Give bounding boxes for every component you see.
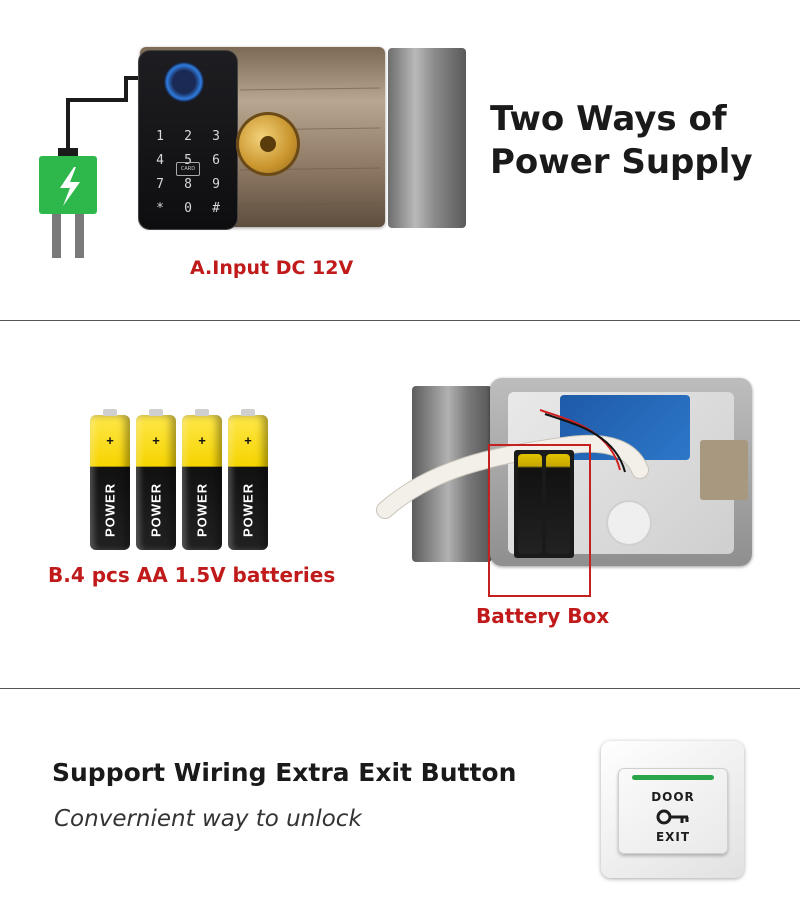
page-title: [490, 98, 790, 184]
title-line-2: Power Supply: [490, 142, 753, 182]
battery-label: POWER: [102, 482, 118, 538]
battery-plus: +: [198, 433, 206, 448]
battery-box-caption: Battery Box: [476, 604, 610, 628]
fingerprint-sensor-icon: [164, 62, 204, 102]
key-star: *: [156, 200, 164, 216]
exit-section-subtitle: Convernient way to unlock: [54, 806, 362, 832]
battery-plus: +: [244, 433, 252, 448]
plug-prong-right: [75, 214, 84, 258]
power-cable: [68, 78, 140, 148]
key-9: 9: [212, 176, 220, 192]
key-0: 0: [184, 200, 192, 216]
exit-section-title: Support Wiring Extra Exit Button: [52, 758, 517, 787]
key-6: 6: [212, 152, 220, 168]
key-4: 4: [156, 152, 164, 168]
battery-label: POWER: [148, 482, 164, 538]
battery-label: POWER: [194, 482, 210, 538]
exit-door-label: DOOR: [651, 790, 695, 804]
smart-lock-bolt: [388, 48, 466, 228]
power-plug-icon: [30, 70, 150, 265]
aa-battery: [228, 415, 268, 550]
key-5: 5: [184, 152, 192, 168]
key-slot: [260, 136, 276, 152]
key-8: 8: [184, 176, 192, 192]
latch-mechanism: [700, 440, 748, 500]
battery-box-highlight: [488, 444, 591, 597]
exit-label: EXIT: [655, 830, 691, 844]
option-a-caption: A.Input DC 12V: [190, 257, 354, 279]
key-1: 1: [156, 128, 164, 144]
option-b-caption: B.4 pcs AA 1.5V batteries: [48, 563, 336, 587]
battery-plus: +: [106, 433, 114, 448]
key-7: 7: [156, 176, 164, 192]
exit-led-indicator: [632, 775, 714, 780]
aa-battery: [182, 415, 222, 550]
divider-top: [0, 320, 800, 321]
battery-plus: +: [152, 433, 160, 448]
key-3: 3: [212, 128, 220, 144]
divider-bottom: [0, 688, 800, 689]
key-2: 2: [184, 128, 192, 144]
card-reader-badge: CARD: [176, 162, 200, 176]
battery-label: POWER: [240, 482, 256, 538]
aa-battery: [136, 415, 176, 550]
aa-battery: [90, 415, 130, 550]
key-hash: #: [212, 200, 220, 216]
key-icon: [656, 808, 690, 826]
plug-prong-left: [52, 214, 61, 258]
title-line-1: Two Ways of: [490, 99, 727, 139]
